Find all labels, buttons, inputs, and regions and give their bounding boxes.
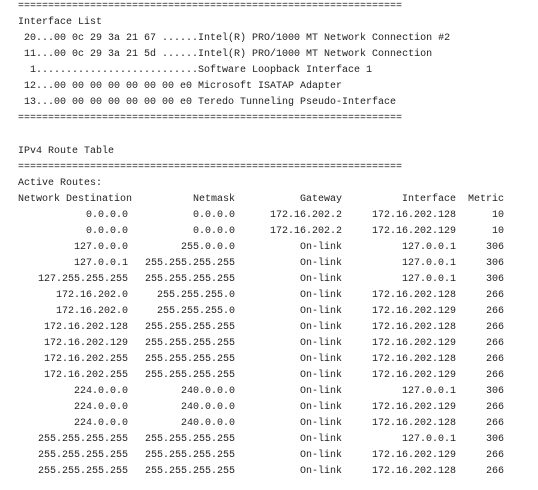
route-cell-interface: 127.0.0.1 (401, 242, 456, 253)
route-cell-gateway: On-link (299, 386, 342, 397)
route-cell-gateway: On-link (299, 450, 342, 461)
route-cell-metric: 10 (491, 226, 504, 237)
route-cell-gateway: On-link (299, 418, 342, 429)
separator-rule: ================================================================ (18, 1, 403, 12)
route-cell-interface: 172.16.202.129 (371, 370, 456, 381)
route-cell-metric: 306 (485, 242, 504, 253)
route-cell-metric: 266 (485, 450, 504, 461)
interface-list-row: 11...00 0c 29 3a 21 5d ......Intel(R) PRO/1000 MT Network Connection (18, 49, 433, 60)
route-cell-interface: 172.16.202.128 (371, 354, 456, 365)
column-header-interface: Interface (401, 194, 456, 205)
route-cell-metric: 306 (485, 434, 504, 445)
route-cell-interface: 172.16.202.128 (371, 322, 456, 333)
route-cell-metric: 306 (485, 258, 504, 269)
route-cell-gateway: On-link (299, 466, 342, 477)
route-cell-metric: 266 (485, 418, 504, 429)
route-cell-destination: 255.255.255.255 (37, 434, 128, 445)
route-cell-interface: 172.16.202.128 (371, 290, 456, 301)
route-cell-destination: 224.0.0.0 (73, 418, 128, 429)
route-cell-gateway: 172.16.202.2 (269, 210, 342, 221)
route-cell-gateway: On-link (299, 322, 342, 333)
route-cell-gateway: On-link (299, 434, 342, 445)
route-cell-netmask: 255.255.255.0 (156, 306, 235, 317)
separator-rule: ================================================================ (18, 162, 403, 173)
route-cell-netmask: 240.0.0.0 (180, 418, 235, 429)
route-cell-interface: 127.0.0.1 (401, 434, 456, 445)
route-cell-destination: 127.0.0.0 (73, 242, 128, 253)
route-cell-gateway: 172.16.202.2 (269, 226, 342, 237)
interface-list-row: 20...00 0c 29 3a 21 67 ......Intel(R) PRO/1000 MT Network Connection #2 (18, 33, 451, 44)
route-cell-destination: 172.16.202.255 (43, 354, 128, 365)
route-cell-destination: 0.0.0.0 (85, 210, 128, 221)
route-cell-interface: 127.0.0.1 (401, 274, 456, 285)
route-cell-netmask: 255.255.255.255 (144, 466, 235, 477)
route-cell-netmask: 255.255.255.255 (144, 274, 235, 285)
route-cell-metric: 266 (485, 466, 504, 477)
route-cell-gateway: On-link (299, 338, 342, 349)
route-cell-metric: 266 (485, 354, 504, 365)
interface-list-row: 13...00 00 00 00 00 00 00 e0 Teredo Tunneling Pseudo-Interface (18, 97, 397, 108)
route-cell-metric: 306 (485, 274, 504, 285)
route-cell-netmask: 255.255.255.0 (156, 290, 235, 301)
route-cell-netmask: 255.0.0.0 (180, 242, 235, 253)
route-table-title: IPv4 Route Table (18, 146, 115, 157)
route-cell-destination: 255.255.255.255 (37, 450, 128, 461)
route-cell-metric: 266 (485, 306, 504, 317)
column-header-gateway: Gateway (299, 194, 342, 205)
route-cell-interface: 172.16.202.129 (371, 450, 456, 461)
route-cell-netmask: 0.0.0.0 (192, 210, 235, 221)
route-cell-metric: 10 (491, 210, 504, 221)
route-cell-interface: 172.16.202.128 (371, 210, 456, 221)
route-cell-netmask: 240.0.0.0 (180, 386, 235, 397)
interface-list-row: 1...........................Software Loopback Interface 1 (18, 65, 373, 76)
route-cell-netmask: 255.255.255.255 (144, 322, 235, 333)
route-cell-gateway: On-link (299, 258, 342, 269)
route-cell-netmask: 240.0.0.0 (180, 402, 235, 413)
route-cell-netmask: 255.255.255.255 (144, 258, 235, 269)
route-cell-gateway: On-link (299, 354, 342, 365)
route-cell-metric: 266 (485, 402, 504, 413)
route-cell-destination: 127.0.0.1 (73, 258, 128, 269)
route-cell-interface: 172.16.202.128 (371, 418, 456, 429)
separator-rule: ================================================================ (18, 113, 403, 124)
route-cell-metric: 266 (485, 338, 504, 349)
route-cell-metric: 306 (485, 386, 504, 397)
route-cell-destination: 224.0.0.0 (73, 386, 128, 397)
route-cell-interface: 127.0.0.1 (401, 386, 456, 397)
route-cell-gateway: On-link (299, 274, 342, 285)
route-cell-destination: 0.0.0.0 (85, 226, 128, 237)
route-cell-metric: 266 (485, 370, 504, 381)
route-cell-metric: 266 (485, 290, 504, 301)
route-cell-netmask: 255.255.255.255 (144, 434, 235, 445)
route-cell-gateway: On-link (299, 402, 342, 413)
route-cell-destination: 127.255.255.255 (37, 274, 128, 285)
route-cell-interface: 172.16.202.129 (371, 306, 456, 317)
route-cell-gateway: On-link (299, 306, 342, 317)
route-cell-destination: 172.16.202.0 (55, 290, 128, 301)
route-cell-netmask: 255.255.255.255 (144, 338, 235, 349)
route-cell-netmask: 255.255.255.255 (144, 450, 235, 461)
route-cell-interface: 172.16.202.128 (371, 466, 456, 477)
column-header-netmask: Netmask (192, 194, 235, 205)
route-cell-destination: 172.16.202.129 (43, 338, 128, 349)
route-cell-netmask: 0.0.0.0 (192, 226, 235, 237)
route-cell-interface: 127.0.0.1 (401, 258, 456, 269)
route-cell-destination: 172.16.202.128 (43, 322, 128, 333)
interface-list-row: 12...00 00 00 00 00 00 00 e0 Microsoft ISATAP Adapter (18, 81, 343, 92)
route-cell-gateway: On-link (299, 290, 342, 301)
route-cell-destination: 255.255.255.255 (37, 466, 128, 477)
route-cell-gateway: On-link (299, 242, 342, 253)
route-cell-metric: 266 (485, 322, 504, 333)
route-cell-netmask: 255.255.255.255 (144, 354, 235, 365)
route-cell-interface: 172.16.202.129 (371, 402, 456, 413)
route-cell-netmask: 255.255.255.255 (144, 370, 235, 381)
route-cell-destination: 172.16.202.255 (43, 370, 128, 381)
route-cell-destination: 172.16.202.0 (55, 306, 128, 317)
route-cell-interface: 172.16.202.129 (371, 226, 456, 237)
route-cell-interface: 172.16.202.129 (371, 338, 456, 349)
active-routes-label: Active Routes: (18, 178, 103, 189)
interface-list-title: Interface List (18, 17, 103, 28)
column-header-destination: Network Destination (18, 194, 133, 205)
column-header-metric: Metric (467, 194, 504, 205)
route-cell-gateway: On-link (299, 370, 342, 381)
route-cell-destination: 224.0.0.0 (73, 402, 128, 413)
